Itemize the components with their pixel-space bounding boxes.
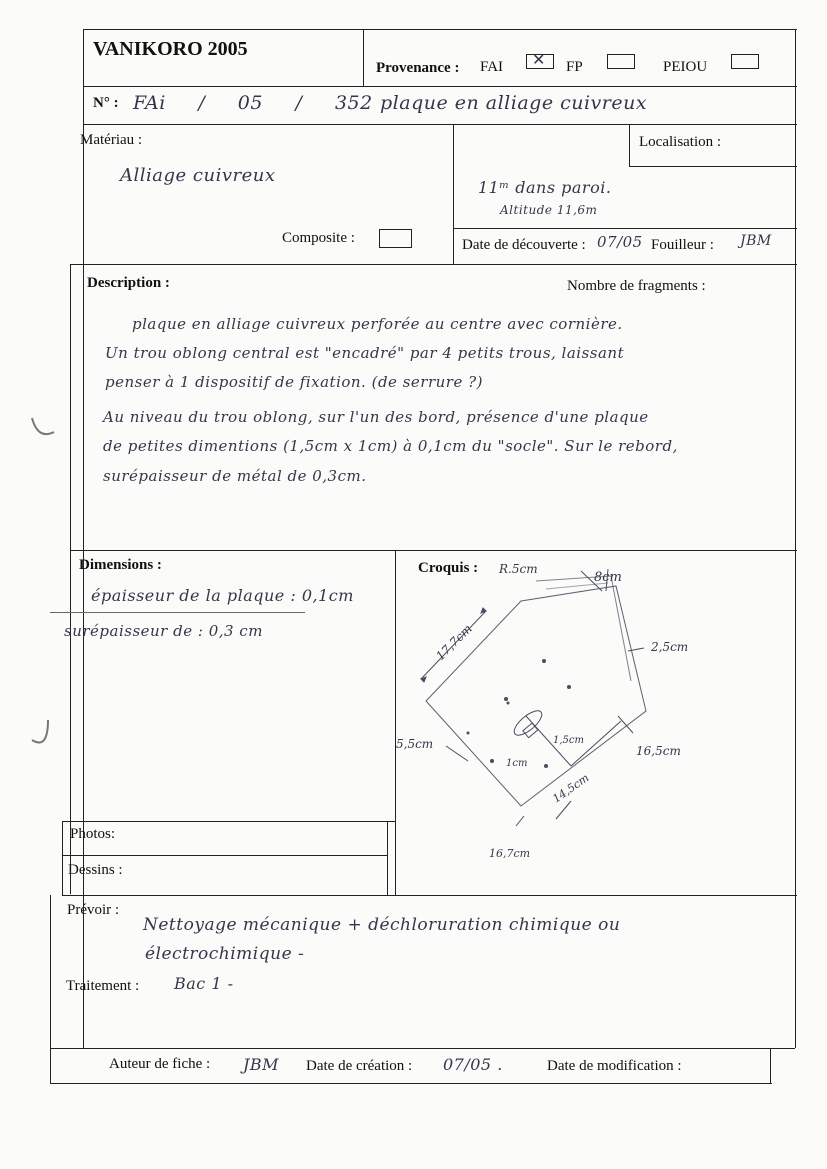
- localisation-value-line2: Altitude 11,6m: [500, 203, 598, 217]
- dessins-label: Dessins :: [68, 862, 123, 878]
- annotation-14-5cm: 14,5cm: [550, 771, 592, 806]
- description-line: de petites dimentions (1,5cm x 1cm) à 0,1cm du "socle". Sur le rebord,: [103, 437, 678, 455]
- annotation-r: R.5cm: [499, 562, 538, 576]
- composite-checkbox[interactable]: [379, 229, 412, 248]
- prevoir-line1: Nettoyage mécanique + déchloruration chimique ou: [143, 915, 621, 935]
- number-label: N° :: [93, 95, 119, 111]
- traitement-value: Bac 1 -: [174, 974, 234, 993]
- creation-date-value: 07/05 .: [443, 1055, 503, 1074]
- provenance-peiou-checkbox[interactable]: [731, 54, 759, 69]
- provenance-fp-label: FP: [566, 59, 583, 75]
- dimensions-label: Dimensions :: [79, 557, 162, 573]
- provenance-fai-checkbox[interactable]: [526, 50, 554, 69]
- auteur-label: Auteur de fiche :: [109, 1056, 211, 1072]
- modification-date-label: Date de modification :: [547, 1058, 682, 1074]
- dimensions-line1: épaisseur de la plaque : 0,1cm: [91, 586, 354, 605]
- annotation-5-5cm: 5,5cm: [396, 737, 434, 751]
- prevoir-label: Prévoir :: [67, 902, 120, 918]
- description-line: plaque en alliage cuivreux perforée au centre avec cornière.: [132, 315, 623, 333]
- description-line: Au niveau du trou oblong, sur l'un des bord, présence d'une plaque: [103, 408, 649, 426]
- materiau-value: Alliage cuivreux: [120, 165, 276, 186]
- dimensions-line2: surépaisseur de : 0,3 cm: [64, 622, 263, 640]
- annotation-16-5cm: 16,5cm: [636, 744, 681, 758]
- description-line: penser à 1 dispositif de fixation. (de serrure ?): [105, 373, 483, 391]
- annotation-8cm: 8cm: [594, 570, 622, 585]
- creation-date-label: Date de création :: [306, 1058, 413, 1074]
- provenance-fp-checkbox[interactable]: [607, 54, 635, 69]
- annotation-1cm: 1cm: [506, 758, 528, 769]
- provenance-fai-label: FAI: [480, 59, 504, 75]
- photos-label: Photos:: [70, 826, 116, 842]
- discovery-date-label: Date de découverte :: [462, 237, 586, 253]
- materiau-label: Matériau :: [80, 132, 143, 148]
- fouilleur-label: Fouilleur :: [651, 237, 714, 253]
- provenance-label: Provenance :: [376, 60, 460, 76]
- annotation-16-7cm: 16,7cm: [489, 847, 531, 860]
- check-mark-icon: ✕: [532, 50, 546, 69]
- object-name: plaque en alliage cuivreux: [380, 92, 648, 114]
- description-line: Un trou oblong central est "encadré" par 4 petits trous, laissant: [105, 344, 625, 362]
- composite-label: Composite :: [282, 230, 355, 246]
- localisation-label: Localisation :: [639, 134, 722, 150]
- croquis-sketch: [396, 551, 796, 894]
- localisation-value-line1: 11ᵐ dans paroi.: [478, 178, 612, 197]
- punch-hole-marks: [18, 410, 58, 760]
- annotation-1-5cm: 1,5cm: [553, 735, 584, 746]
- description-line: surépaisseur de métal de 0,3cm.: [103, 467, 367, 485]
- discovery-date-value: 07/05: [597, 233, 643, 251]
- fragments-label: Nombre de fragments :: [567, 278, 706, 294]
- prevoir-line2: électrochimique -: [145, 944, 305, 964]
- fouilleur-value: JBM: [740, 233, 772, 249]
- annotation-17-7cm: 17,7cm: [433, 621, 475, 664]
- form-title: VANIKORO 2005: [93, 38, 248, 60]
- number-value: FAi / 05 / 352: [133, 92, 373, 114]
- auteur-value: JBM: [243, 1055, 280, 1074]
- croquis-label: Croquis :: [418, 560, 479, 576]
- traitement-label: Traitement :: [66, 978, 140, 994]
- provenance-peiou-label: PEIOU: [663, 59, 708, 75]
- annotation-2-5cm: 2,5cm: [651, 640, 689, 654]
- description-label: Description :: [87, 275, 170, 291]
